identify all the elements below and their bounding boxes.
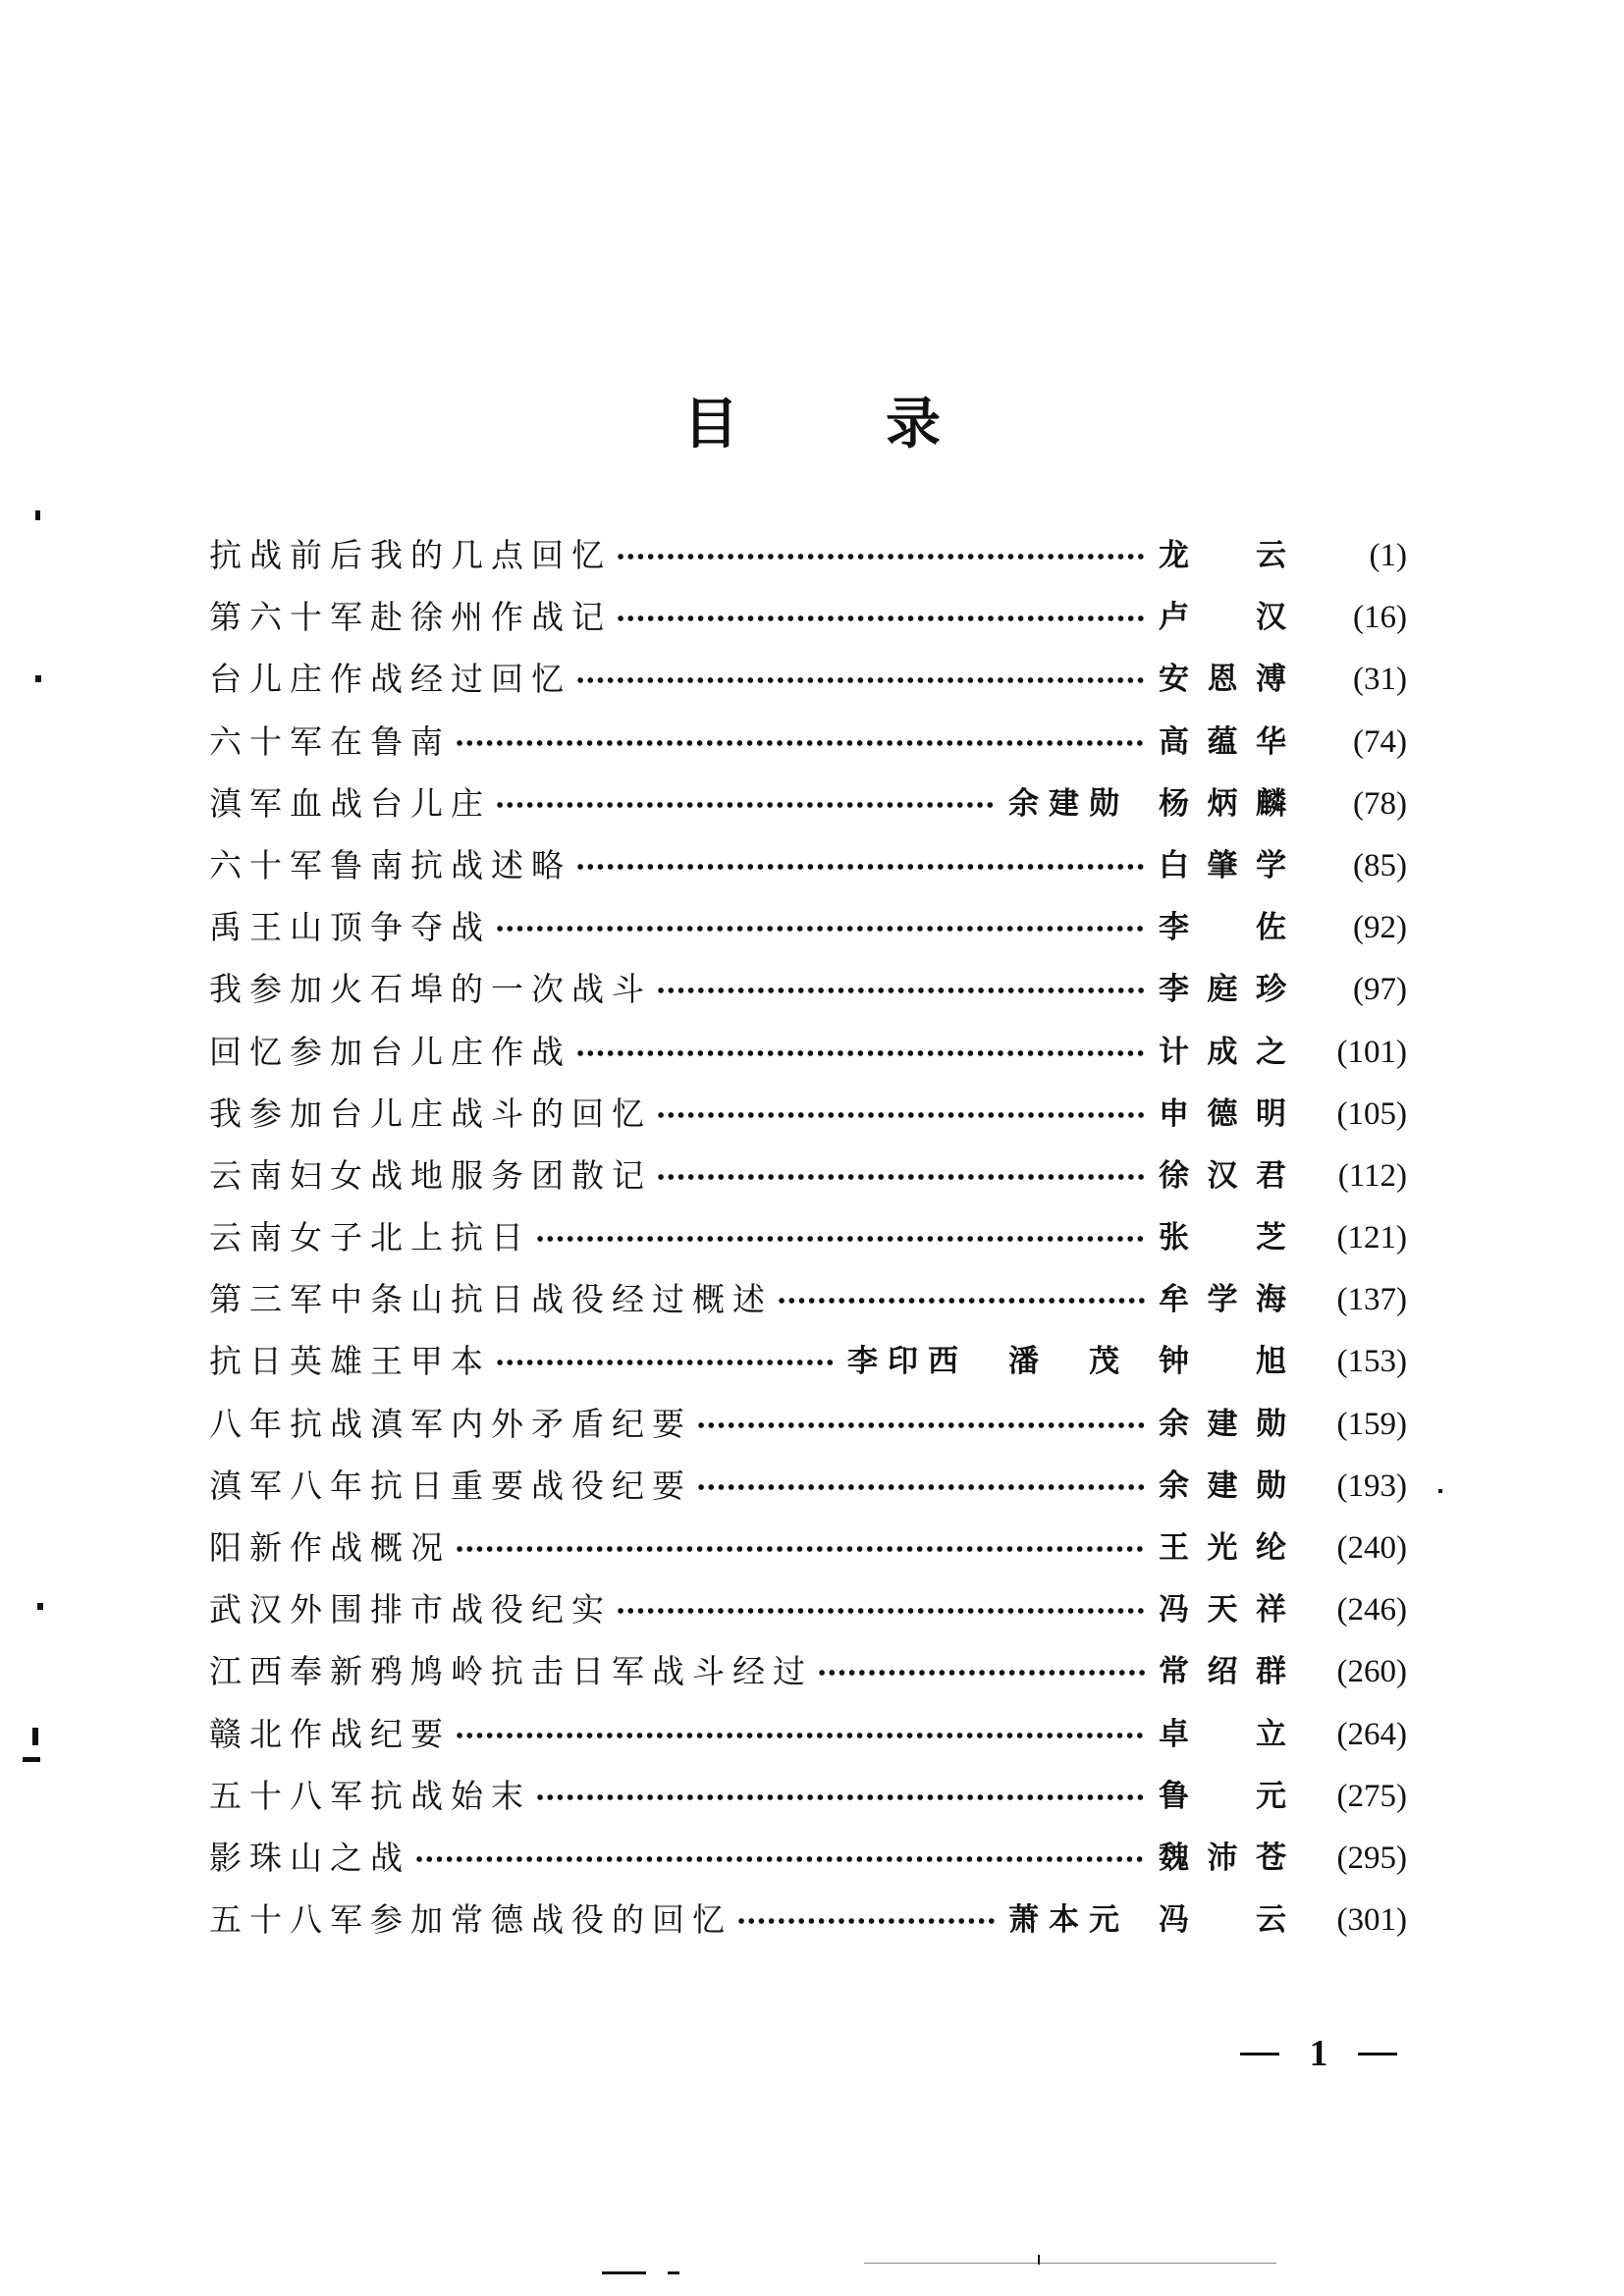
dot-leader — [736, 1917, 995, 1925]
table-of-contents — [209, 535, 1407, 1961]
dot-leader — [575, 676, 1145, 684]
author-char: 建 — [1207, 1406, 1238, 1442]
toc-entry — [209, 535, 1407, 597]
toc-entry — [209, 1341, 1407, 1403]
author-char: 立 — [1256, 1716, 1286, 1752]
toc-entry-page: (193) — [1337, 1466, 1407, 1507]
page-number — [1240, 2032, 1397, 2075]
toc-entry-author — [1159, 597, 1286, 638]
toc-entry — [209, 659, 1407, 721]
toc-entry-page: (1) — [1370, 535, 1407, 576]
toc-entry-page: (31) — [1353, 659, 1407, 700]
author-char: 汉 — [1256, 600, 1286, 636]
toc-entry — [209, 1651, 1407, 1713]
toc-entry-page: (78) — [1353, 783, 1407, 825]
author-char: 纶 — [1256, 1530, 1286, 1566]
toc-entry — [209, 721, 1407, 783]
toc-entry — [209, 969, 1407, 1031]
toc-entry-author — [1159, 1466, 1286, 1507]
dot-leader — [656, 987, 1145, 994]
toc-entry-author — [1159, 1094, 1286, 1135]
author-char: 成 — [1207, 1034, 1238, 1070]
author-char: 绍 — [1207, 1654, 1238, 1690]
title-char-1: 目 — [683, 392, 738, 456]
author-char: 海 — [1256, 1282, 1286, 1318]
author-char: 李 — [1159, 972, 1189, 1008]
toc-entry-author — [1159, 535, 1286, 576]
toc-entry-author — [1159, 969, 1286, 1010]
author-char: 肇 — [1207, 847, 1238, 883]
dot-leader — [696, 1483, 1145, 1491]
toc-entry-title: 江西奉新鸦鸠岭抗击日军战斗经过 — [209, 1652, 813, 1691]
author-char: 旭 — [1256, 1344, 1286, 1380]
toc-entry-author — [1159, 1279, 1286, 1320]
toc-entry-author — [1159, 721, 1286, 763]
toc-entry-author — [1159, 1404, 1286, 1445]
author-char: 李 — [1159, 910, 1189, 946]
toc-entry-title: 八年抗战滇军内外矛盾纪要 — [209, 1404, 692, 1443]
scan-speck — [37, 1603, 43, 1610]
author-char: 钟 — [1159, 1344, 1189, 1380]
toc-entry-title: 赣北作战纪要 — [209, 1714, 451, 1753]
author-char: 元 — [1256, 1778, 1286, 1814]
page-title — [0, 381, 1624, 459]
toc-entry-title: 影珠山之战 — [209, 1838, 410, 1877]
toc-entry-title: 回忆参加台儿庄作战 — [209, 1032, 571, 1071]
toc-entry-author — [1159, 1527, 1286, 1569]
author-char: 冯 — [1159, 1902, 1189, 1939]
toc-entry-page: (121) — [1337, 1217, 1407, 1258]
dot-leader — [535, 1235, 1145, 1243]
scan-speck — [864, 2263, 1276, 2264]
toc-entry-page: (264) — [1337, 1714, 1407, 1755]
author-char: 建 — [1207, 1468, 1238, 1504]
toc-entry-page: (97) — [1353, 969, 1407, 1010]
author-char: 明 — [1256, 1095, 1286, 1132]
author-char: 余 — [1159, 1468, 1189, 1504]
toc-entry-author — [1159, 1651, 1286, 1692]
dash-left — [1240, 2053, 1279, 2056]
toc-entry-author — [1159, 783, 1286, 825]
dot-leader — [656, 1111, 1145, 1119]
toc-entry — [209, 1217, 1407, 1279]
toc-entry-page: (246) — [1337, 1589, 1407, 1630]
toc-entry-author — [1159, 659, 1286, 700]
dot-leader — [495, 925, 1145, 933]
toc-entry-page: (301) — [1337, 1899, 1407, 1941]
author-char: 勋 — [1256, 1406, 1286, 1442]
toc-entry — [209, 1094, 1407, 1155]
dot-leader — [696, 1421, 1145, 1429]
toc-entry-page: (275) — [1337, 1776, 1407, 1817]
dot-leader — [455, 1545, 1145, 1553]
toc-entry-title: 抗战前后我的几点回忆 — [209, 536, 612, 574]
toc-entry-title: 第三军中条山抗日战役经过概述 — [209, 1280, 773, 1319]
author-char: 德 — [1207, 1095, 1238, 1132]
author-char: 群 — [1256, 1654, 1286, 1690]
scan-speck — [1438, 1489, 1442, 1493]
page-number-value: 1 — [1309, 2033, 1328, 2074]
author-char: 光 — [1207, 1530, 1238, 1566]
scan-speck — [35, 510, 40, 520]
toc-entry-title: 六十军在鲁南 — [209, 721, 451, 761]
toc-entry-author — [1159, 1714, 1286, 1755]
toc-entry-title: 阳新作战概况 — [209, 1528, 451, 1567]
author-char: 祥 — [1256, 1592, 1286, 1629]
author-char: 计 — [1159, 1034, 1189, 1070]
dot-leader — [575, 1049, 1145, 1057]
author-char: 炳 — [1207, 785, 1238, 822]
dot-leader — [616, 1607, 1145, 1615]
author-char: 珍 — [1256, 972, 1286, 1008]
toc-entry — [209, 1032, 1407, 1094]
toc-entry-author — [1159, 1899, 1286, 1941]
dot-leader — [535, 1793, 1145, 1801]
author-char: 冯 — [1159, 1592, 1189, 1629]
author-char: 申 — [1159, 1095, 1189, 1132]
dot-leader — [575, 863, 1145, 871]
author-char: 庭 — [1207, 972, 1238, 1008]
toc-entry — [209, 1527, 1407, 1589]
toc-entry — [209, 1589, 1407, 1651]
author-char: 云 — [1256, 1902, 1286, 1939]
title-char-2: 录 — [886, 392, 941, 456]
toc-entry-title: 抗日英雄王甲本 — [209, 1342, 491, 1381]
author-char: 学 — [1256, 847, 1286, 883]
toc-entry-page: (159) — [1337, 1404, 1407, 1445]
dot-leader — [777, 1297, 1145, 1305]
author-char: 麟 — [1256, 785, 1286, 822]
dot-leader — [495, 1359, 834, 1366]
toc-entry — [209, 907, 1407, 969]
author-char: 君 — [1256, 1157, 1286, 1194]
toc-entry-page: (74) — [1353, 721, 1407, 763]
toc-entry-page: (85) — [1353, 845, 1407, 886]
author-char: 勋 — [1256, 1468, 1286, 1504]
toc-entry — [209, 597, 1407, 659]
author-char: 牟 — [1159, 1282, 1189, 1318]
author-char: 之 — [1256, 1034, 1286, 1070]
dot-leader — [616, 614, 1145, 622]
dot-leader — [616, 553, 1145, 561]
dot-leader — [414, 1855, 1145, 1863]
toc-entry-title: 禹王山顶争夺战 — [209, 908, 491, 947]
toc-entry-author — [1159, 1155, 1286, 1197]
toc-entry-page: (101) — [1337, 1032, 1407, 1073]
toc-entry-author — [1159, 1032, 1286, 1073]
author-char: 余 — [1159, 1406, 1189, 1442]
author-char: 魏 — [1159, 1840, 1189, 1876]
author-char: 学 — [1207, 1282, 1238, 1318]
author-char: 王 — [1159, 1530, 1189, 1566]
author-char: 苍 — [1256, 1840, 1286, 1876]
author-char: 芝 — [1256, 1220, 1286, 1256]
author-char: 安 — [1159, 662, 1189, 698]
dot-leader — [495, 801, 995, 809]
toc-entry-title: 武汉外围排市战役纪实 — [209, 1590, 612, 1629]
toc-entry — [209, 1404, 1407, 1466]
author-char: 天 — [1207, 1592, 1238, 1629]
scan-speck — [32, 1728, 38, 1745]
toc-entry-co-authors: 余建勋 — [1008, 783, 1129, 825]
scan-speck — [602, 2271, 646, 2274]
toc-entry-page: (112) — [1338, 1155, 1407, 1197]
author-char: 沛 — [1207, 1840, 1238, 1876]
author-char: 常 — [1159, 1654, 1189, 1690]
author-char: 溥 — [1256, 662, 1286, 698]
author-char: 卢 — [1159, 600, 1189, 636]
toc-entry-page: (153) — [1337, 1341, 1407, 1382]
toc-entry-co-authors: 萧本元 — [1008, 1899, 1129, 1941]
author-char: 龙 — [1159, 538, 1189, 573]
toc-entry — [209, 1279, 1407, 1341]
toc-entry-page: (260) — [1337, 1651, 1407, 1692]
toc-entry — [209, 1776, 1407, 1838]
author-char: 蕴 — [1207, 723, 1238, 760]
author-char: 白 — [1159, 847, 1189, 883]
toc-entry-page: (295) — [1337, 1838, 1407, 1879]
toc-entry-page: (16) — [1353, 597, 1407, 638]
author-char: 张 — [1159, 1220, 1189, 1256]
dot-leader — [656, 1173, 1145, 1181]
author-char: 徐 — [1159, 1157, 1189, 1194]
toc-entry-author — [1159, 1217, 1286, 1258]
dash-right — [1358, 2053, 1397, 2056]
scan-speck — [35, 675, 41, 682]
toc-entry-author — [1159, 1838, 1286, 1879]
toc-entry-title: 滇军八年抗日重要战役纪要 — [209, 1466, 692, 1505]
toc-entry-page: (105) — [1337, 1094, 1407, 1135]
toc-entry-title: 台儿庄作战经过回忆 — [209, 660, 571, 699]
toc-entry-title: 我参加台儿庄战斗的回忆 — [209, 1094, 652, 1133]
toc-entry-title: 六十军鲁南抗战述略 — [209, 845, 571, 884]
dot-leader — [455, 1732, 1145, 1739]
scan-speck — [23, 1757, 40, 1762]
author-char: 汉 — [1207, 1157, 1238, 1194]
toc-entry-author — [1159, 1341, 1286, 1382]
toc-entry — [209, 845, 1407, 907]
toc-entry-title: 云南女子北上抗日 — [209, 1218, 531, 1257]
toc-entry — [209, 1899, 1407, 1961]
author-char: 鲁 — [1159, 1778, 1189, 1814]
toc-entry-title: 第六十军赴徐州作战记 — [209, 598, 612, 637]
author-char: 佐 — [1256, 910, 1286, 946]
toc-entry-title: 云南妇女战地服务团散记 — [209, 1155, 652, 1195]
toc-entry — [209, 1838, 1407, 1899]
toc-entry-author — [1159, 907, 1286, 948]
author-char: 云 — [1256, 538, 1286, 573]
author-char: 卓 — [1159, 1716, 1189, 1752]
toc-entry — [209, 783, 1407, 845]
toc-entry — [209, 1155, 1407, 1217]
toc-entry-title: 五十八军参加常德战役的回忆 — [209, 1900, 732, 1940]
dot-leader — [817, 1669, 1145, 1677]
author-char: 华 — [1256, 723, 1286, 760]
toc-entry-author — [1159, 1589, 1286, 1630]
toc-entry-co-authors: 李印西 潘 茂 — [847, 1341, 1129, 1382]
toc-entry-title: 我参加火石埠的一次战斗 — [209, 970, 652, 1009]
toc-entry-author — [1159, 845, 1286, 886]
toc-entry-page: (137) — [1337, 1279, 1407, 1320]
author-char: 恩 — [1207, 662, 1238, 698]
author-char: 高 — [1159, 723, 1189, 760]
scan-speck — [1038, 2255, 1040, 2265]
author-char: 杨 — [1159, 785, 1189, 822]
toc-entry-page: (240) — [1337, 1527, 1407, 1569]
toc-entry-title: 五十八军抗战始末 — [209, 1776, 531, 1815]
toc-entry-author — [1159, 1776, 1286, 1817]
toc-entry-title: 滇军血战台儿庄 — [209, 783, 491, 823]
toc-entry — [209, 1466, 1407, 1527]
toc-entry — [209, 1714, 1407, 1776]
toc-entry-page: (92) — [1353, 907, 1407, 948]
scan-speck — [668, 2271, 679, 2274]
dot-leader — [455, 739, 1145, 747]
